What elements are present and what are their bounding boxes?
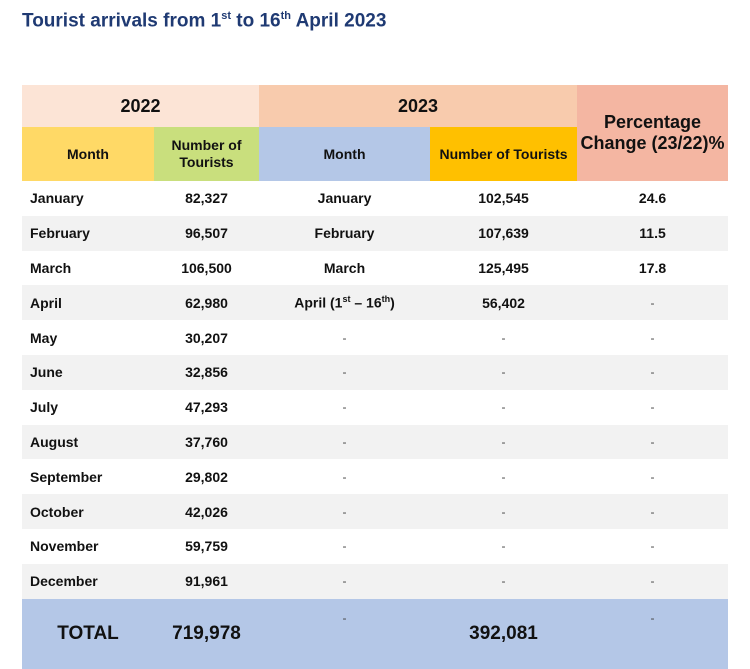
tourists-2022-cell: 30,207 [185, 329, 228, 346]
percentage-change-cell: - [577, 494, 728, 529]
tourists-2023-cell: - [501, 330, 506, 345]
total-2022-value: 719,978 [154, 599, 259, 669]
tourists-2022-cell: 91,961 [154, 564, 259, 599]
tourists-2023-header: Number of Tourists [430, 127, 577, 181]
tourists-2022-cell: 59,759 [185, 538, 228, 555]
tourists-2023-cell: 107,639 [430, 216, 577, 251]
tourists-2022-cell: 47,293 [185, 399, 228, 416]
tourists-2022-cell: 82,327 [185, 190, 228, 207]
month-2022-cell: November [30, 538, 99, 555]
total-label: TOTAL [22, 599, 154, 669]
tourists-2022-cell: 106,500 [181, 259, 232, 276]
tourists-2022-cell: 96,507 [154, 216, 259, 251]
table-row [22, 459, 728, 494]
tourists-2023-cell: - [430, 425, 577, 460]
month-2022-cell: April [22, 285, 154, 320]
table-row [22, 285, 728, 320]
month-2023-cell: March [323, 259, 366, 276]
month-2022-cell: July [30, 399, 59, 416]
percentage-change-cell: - [577, 564, 728, 599]
tourists-2022-cell: 32,856 [154, 355, 259, 390]
month-2023-header: Month [259, 127, 430, 181]
total-month-2023-cell: - [259, 599, 430, 669]
table-row [22, 355, 728, 390]
percentage-change-cell: - [650, 330, 655, 345]
table-row [22, 494, 728, 529]
month-2023-cell: January [317, 190, 372, 207]
month-2023-cell: April (1st – 16th) [259, 285, 430, 320]
tourists-2022-cell: 62,980 [154, 285, 259, 320]
tourists-2023-cell: - [501, 539, 506, 554]
tourists-2023-cell: 102,545 [478, 190, 529, 207]
month-2023-cell: - [342, 469, 347, 484]
page-title: Tourist arrivals from 1st to 16th April 2023 [22, 10, 387, 32]
month-2022-cell: May [30, 329, 58, 346]
total-row [22, 599, 728, 669]
percentage-change-header: Percentage Change (23/22)% [577, 85, 728, 181]
month-2022-cell: August [22, 425, 154, 460]
total-2023-value: 392,081 [430, 599, 577, 669]
table-row [22, 251, 728, 286]
month-2022-cell: September [30, 468, 103, 485]
percentage-change-cell: - [577, 285, 728, 320]
month-2023-cell: - [259, 564, 430, 599]
tourists-2022-cell: 37,760 [154, 425, 259, 460]
table-row [22, 390, 728, 425]
month-2022-cell: January [30, 190, 84, 207]
month-2023-cell: February [259, 216, 430, 251]
month-2022-cell: October [22, 494, 154, 529]
tourists-2022-cell: 42,026 [154, 494, 259, 529]
table-row [22, 216, 728, 251]
percentage-change-cell: - [650, 539, 655, 554]
tourists-2022-header: Number of Tourists [154, 127, 259, 181]
tourists-2023-cell: - [430, 564, 577, 599]
tourists-2023-cell: 56,402 [430, 285, 577, 320]
month-2023-cell: - [259, 355, 430, 390]
table-row [22, 564, 728, 599]
month-2022-cell: December [22, 564, 154, 599]
table-row [22, 529, 728, 564]
tourists-2023-cell: 125,495 [478, 259, 529, 276]
month-2022-header: Month [22, 127, 154, 181]
month-2023-cell: - [342, 330, 347, 345]
tourists-2023-cell: - [430, 494, 577, 529]
year-2023-header: 2023 [259, 85, 577, 127]
year-2022-header: 2022 [22, 85, 259, 127]
month-2023-cell: - [342, 539, 347, 554]
table-row [22, 320, 728, 355]
tourists-2023-cell: - [501, 469, 506, 484]
percentage-change-cell: 17.8 [638, 259, 667, 276]
table-row [22, 181, 728, 216]
month-2022-cell: June [22, 355, 154, 390]
month-2023-cell: - [259, 494, 430, 529]
tourist-arrivals-table [22, 85, 728, 669]
table-row [22, 425, 728, 460]
percentage-change-cell: 11.5 [577, 216, 728, 251]
percentage-change-cell: - [577, 425, 728, 460]
month-2022-cell: March [30, 259, 72, 276]
total-percentage-change-cell: - [577, 599, 728, 669]
tourists-2023-cell: - [430, 355, 577, 390]
percentage-change-cell: - [650, 469, 655, 484]
percentage-change-cell: - [577, 355, 728, 390]
tourists-2023-cell: - [501, 400, 506, 415]
month-2022-cell: February [22, 216, 154, 251]
month-2023-cell: - [342, 400, 347, 415]
percentage-change-cell: 24.6 [638, 190, 667, 207]
month-2023-cell: - [259, 425, 430, 460]
percentage-change-cell: - [650, 400, 655, 415]
tourists-2022-cell: 29,802 [185, 468, 228, 485]
